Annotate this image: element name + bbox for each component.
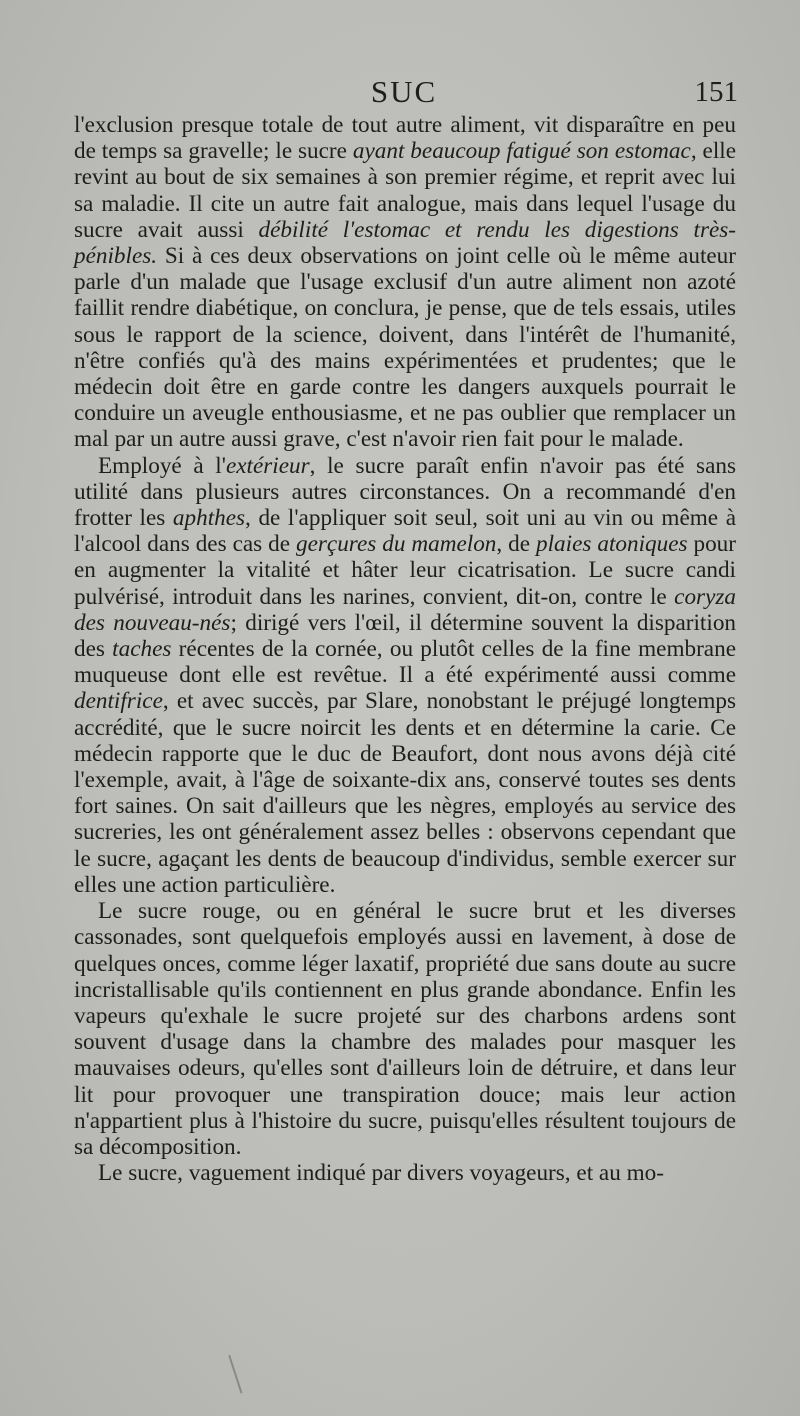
italic-text: coryza des nouveau-nés xyxy=(74,583,736,636)
italic-text: extérieur xyxy=(225,452,310,479)
italic-text: plaies atoniques xyxy=(536,531,688,558)
paragraph xyxy=(74,453,736,898)
text-run: récentes de la cornée, ou plutôt celles de la fine membrane muqueuse dont elle est revêtue. Il a été expérimenté aussi comme xyxy=(74,636,736,689)
text-run: Le sucre, vaguement indiqué par divers voyageurs, et au mo- xyxy=(98,1160,664,1187)
text-run: Employé à l' xyxy=(98,452,226,479)
text-run: , et avec succès, par Slare, nonobstant le préjugé longtemps accrédité, que le sucre noircit les dents et en détermine la carie. Ce médecin rapporte que le duc de Beaufort, dont nous avons déjà cité l'exemple, avait, à l'âge de soixante-dix ans, conservé toutes ses dents fort saines. On sait d'ailleurs que les nègres, employés au service des sucreries, les ont généralement assez belles : observons cependant que le sucre, agaçant les dents de beaucoup d'individus, semble exercer sur elles une action particulière. xyxy=(74,688,736,898)
text-run: Le sucre rouge, ou en général le sucre brut et les diverses cassonades, sont quelquefois employés aussi en lavement, à dose de quelques onces, comme léger laxatif, propriété due sans doute au sucre incristallisable qu'ils contiennent en plus grande abondance. Enfin les vapeurs qu'exhale le sucre projeté sur des charbons ardens sont souvent d'usage dans la chambre des malades pour masquer les mauvaises odeurs, qu'elles sont d'ailleurs loin de détruire, et dans leur lit pour provoquer une transpiration douce; mais leur action n'appartient plus à l'histoire du sucre, puisqu'elles résultent toujours de sa décomposition. xyxy=(74,898,736,1160)
running-title: SUC xyxy=(370,74,438,109)
text-run: , le sucre paraît enfin n'avoir pas été sans utilité dans plusieurs autres circonstances. On a recommandé d'en frotter les xyxy=(74,452,736,532)
italic-text: taches xyxy=(112,636,172,663)
text-run: , elle revint au bout de six semaines à son premier régime, et reprit avec lui sa maladie. Il cite un autre fait analogue, mais dans lequel l'usage du sucre avait aussi xyxy=(74,138,736,243)
paragraph xyxy=(74,1160,736,1186)
ink-mark xyxy=(228,1351,256,1394)
text-run: Si à ces deux observations on joint celle où le même auteur parle d'un malade que l'usage exclusif d'un autre aliment non azoté faillit rendre diabétique, on conclura, je pense, que de tels essais, utiles sous le rapport de la science, doivent, dans l'intérêt de l'humanité, n'être confiés qu'à des mains expérimentées et prudentes; que le médecin doit être en garde contre les dangers auxquels pourrait le conduire un aveugle enthousiasme, et ne pas oublier que remplacer un mal par un autre aussi grave, c'est n'avoir rien fait pour le malade. xyxy=(74,243,736,453)
italic-text: ayant beaucoup fatigué son estomac xyxy=(352,138,691,165)
page-header xyxy=(70,74,738,114)
paragraph xyxy=(74,898,736,1160)
text-run: ; dirigé vers l'œil, il détermine souvent la disparition des xyxy=(74,609,737,663)
italic-text: aphthes xyxy=(172,505,246,532)
text-run: pour en augmenter la vitalité et hâter leur cicatrisation. Le sucre candi pulvérisé, introduit dans les narines, convient, dit-on, contre le xyxy=(74,531,736,610)
text-run: l'exclusion presque totale de tout autre aliment, vit disparaître en peu de temps sa gravelle; le sucre xyxy=(74,112,736,165)
text-run: , de xyxy=(496,531,536,558)
text-run: , de l'appliquer soit seul, soit uni au vin ou même à l'alcool dans des cas de xyxy=(74,505,736,558)
italic-text: dentifrice xyxy=(74,688,163,715)
page-number: 151 xyxy=(694,76,738,108)
body-text xyxy=(74,112,736,1186)
italic-text: débilité l'estomac et rendu les digestions très-pénibles. xyxy=(74,216,737,270)
paragraph xyxy=(74,112,736,453)
italic-text: gerçures du mamelon xyxy=(296,531,497,558)
